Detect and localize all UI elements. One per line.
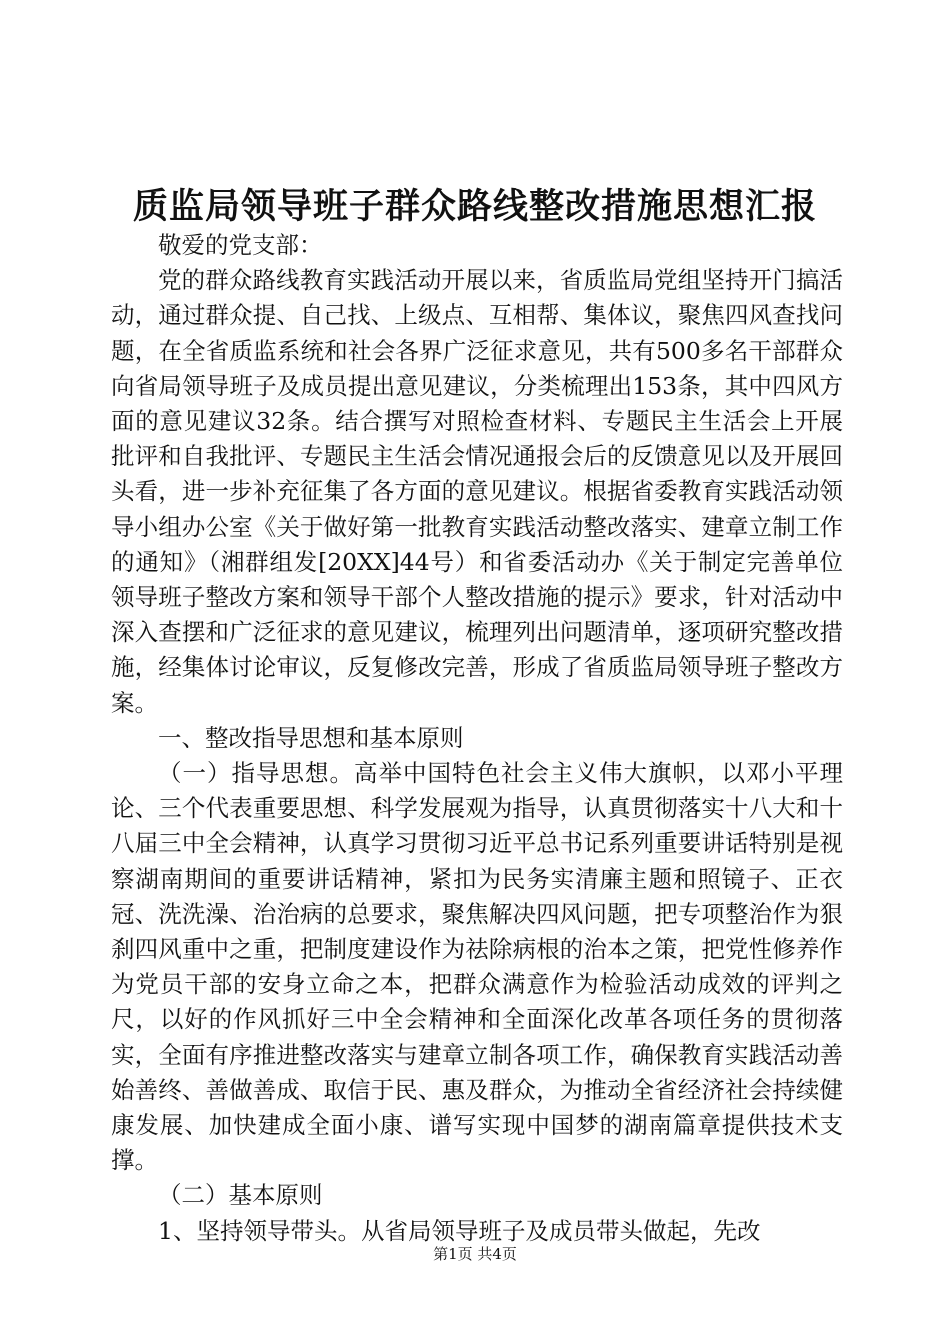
paragraph-principle-1: 1、坚持领导带头。从省局领导班子及成员带头做起，先改 [158,1216,761,1245]
page-footer: 第1页 共4页 [433,1245,517,1263]
paragraph-intro: 党的群众路线教育实践活动开展以来，省质监局党组坚持开门搞活动，通过群众提、自己找、上级点、互相帮、集体议，聚焦四风查找问题，在全省质监系统和社会各界广泛征求意见，共有500多名干部群众向省局领导班子及成员提出意见建议，分类梳理出153条，其中四风方面的意见建议32条。结合撰写对照检查材料、专题民主生活会上开展批评和自我批评、专题民主生活会情况通报会后的反馈意见以及开展回头看，进一步补充征集了各方面的意见建议。根据省委教育实践活动领导小组办公室《关于做好第一批教育实践活动整改落实、建章立制工作的通知》（湘群组发[20XX]44号）和省委活动办《关于制定完善单位领导班子整改方案和领导干部个人整改措施的提示》要求，针对活动中深入查摆和广泛征求的意见建议，梳理列出问题清单，逐项研究整改措施，经集体讨论审议，反复修改完善，形成了省质监局领导班子整改方案。 [111,266,843,717]
section-heading: 一、整改指导思想和基本原则 [158,723,464,752]
paragraph-guiding-thought: （一）指导思想。高举中国特色社会主义伟大旗帜，以邓小平理论、三个代表重要思想、科学发展观为指导，认真贯彻落实十八大和十八届三中全会精神，认真学习贯彻习近平总书记系列重要讲话特别是视察湖南期间的重要讲话精神，紧扣为民务实清廉主题和照镜子、正衣冠、洗洗澡、治治病的总要求，聚焦解决四风问题，把专项整治作为狠刹四风重中之重，把制度建设作为祛除病根的治本之策，把党性修养作为党员干部的安身立命之本，把群众满意作为检验活动成效的评判之尺，以好的作风抓好三中全会精神和全面深化改革各项任务的贯彻落实，全面有序推进整改落实与建章立制各项工作，确保教育实践活动善始善终、善做善成、取信于民、惠及群众，为推动全省经济社会持续健康发展、加快建成全面小康、谱写实现中国梦的湖南篇章提供技术支撑。 [111,759,843,1175]
salutation: 敬爱的党支部： [158,231,323,259]
subsection-heading: （二）基本原则 [158,1181,323,1210]
document-title: 质监局领导班子群众路线整改措施思想汇报 [132,186,817,227]
document-body [111,228,843,1249]
